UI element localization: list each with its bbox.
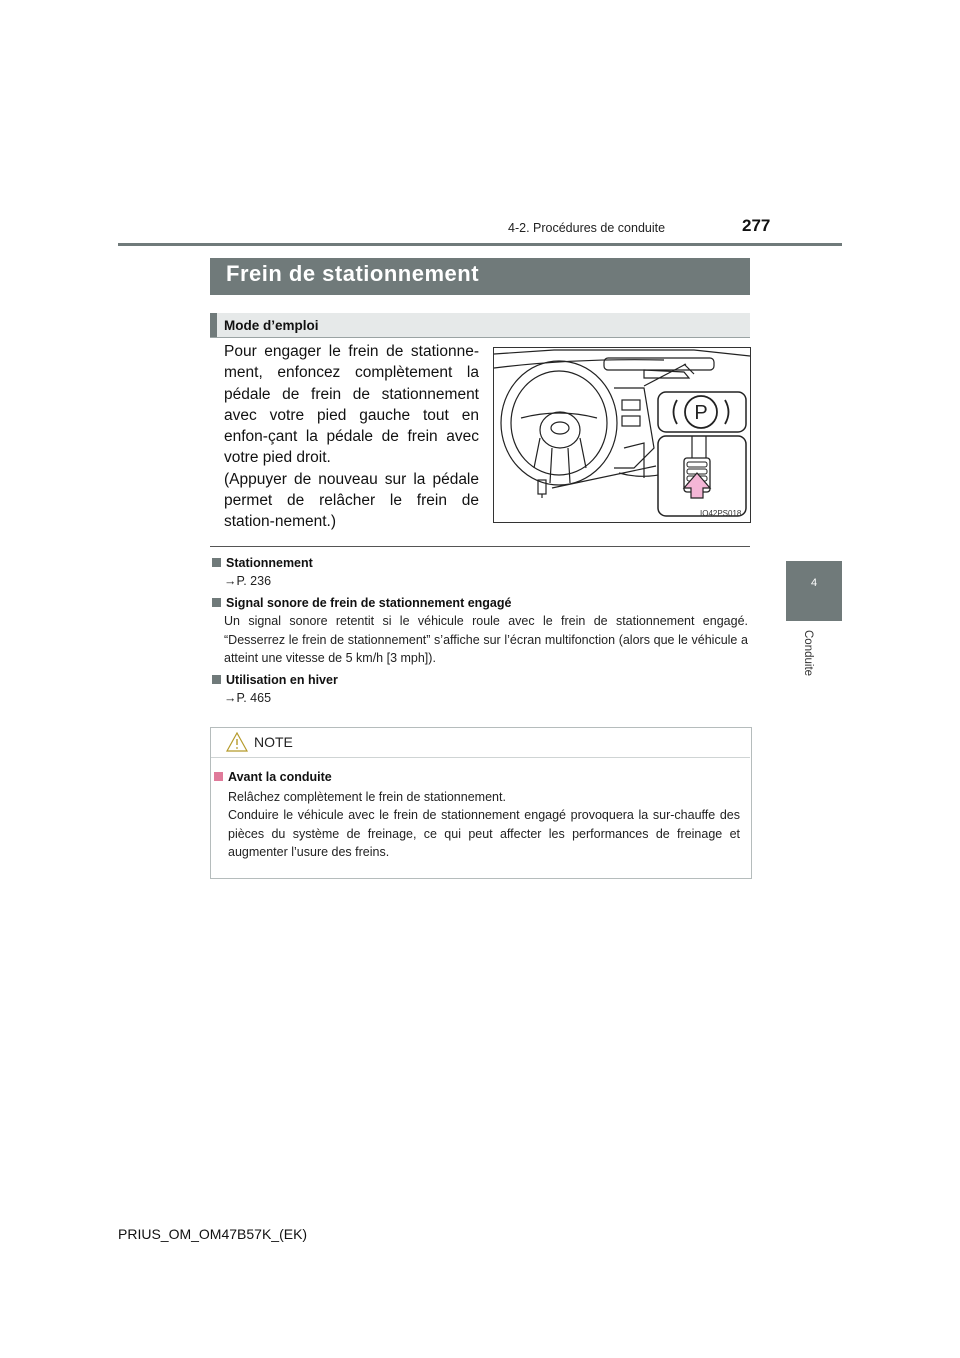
chapter-label-text: Conduite: [802, 630, 814, 677]
note-text-parking: →P. 236: [224, 574, 272, 588]
notice-title: NOTE: [254, 734, 293, 750]
header-rule: [118, 243, 842, 246]
note-heading-parking: Stationnement: [212, 556, 748, 570]
page-title: Frein de stationnement: [226, 261, 480, 286]
subsection-title: Mode d’emploi: [224, 318, 319, 333]
instructions: [224, 341, 479, 533]
page-number: 277: [742, 216, 771, 235]
square-bullet-icon: [212, 558, 221, 567]
warning-triangle-icon: [226, 732, 248, 752]
instruction-paragraph: Pour engager le frein de stationne-ment, enfoncez complètement la pédale de frein de stationnement avec votre pied gauche tout en enfon-çant la pédale de frein avec votre pied droit.: [224, 343, 479, 467]
notice-line-warning: Conduire le véhicule avec le frein de stationnement engagé provoquera la sur-chauffe des pièces du système de freinage, ce qui peut affecter les performances de freinage et augmenter l’usure des freins.: [228, 808, 740, 859]
section-header: 4-2. Procédures de conduite: [508, 221, 666, 235]
note-heading-winter: Utilisation en hiver: [212, 673, 748, 687]
section-separator: [210, 546, 750, 547]
subsection-rule: [210, 337, 750, 338]
notes-list: [212, 556, 748, 707]
chapter-tab: [786, 561, 842, 621]
subsection-accent: [210, 313, 217, 337]
notice-header-rule: [211, 757, 750, 758]
note-heading-buzzer: Signal sonore de frein de stationnement engagé: [212, 596, 748, 610]
notice-content: [214, 770, 740, 861]
note-text-winter: →P. 465: [224, 691, 272, 706]
parking-p-symbol: P: [694, 402, 708, 424]
notice-heading: Avant la conduite: [214, 770, 740, 784]
square-bullet-icon: [212, 598, 221, 607]
note-text-buzzer: Un signal sonore retentit si le véhicule roule avec le frein de stationnement engagé. “Desserrez le frein de stationnement” s’affiche sur l’écran multifonction (alors que le véhicule a atteint une vitesse de 5 km/h [3 mph]).: [224, 614, 748, 665]
parking-brake-illustration: [493, 347, 751, 523]
notice-line-release: Relâchez complètement le frein de stationnement.: [228, 790, 506, 804]
instruction-release-paragraph: (Appuyer de nouveau sur la pédale permet de relâcher le frein de station-nement.): [224, 470, 479, 531]
square-bullet-icon: [212, 675, 221, 684]
square-bullet-icon: [214, 772, 223, 781]
chapter-label: [802, 630, 822, 690]
document-code: PRIUS_OM_OM47B57K_(EK): [118, 1226, 308, 1242]
figure-label: IO42PS018: [700, 509, 742, 518]
chapter-number: 4: [810, 577, 818, 589]
dashboard-drawing: [494, 348, 750, 522]
